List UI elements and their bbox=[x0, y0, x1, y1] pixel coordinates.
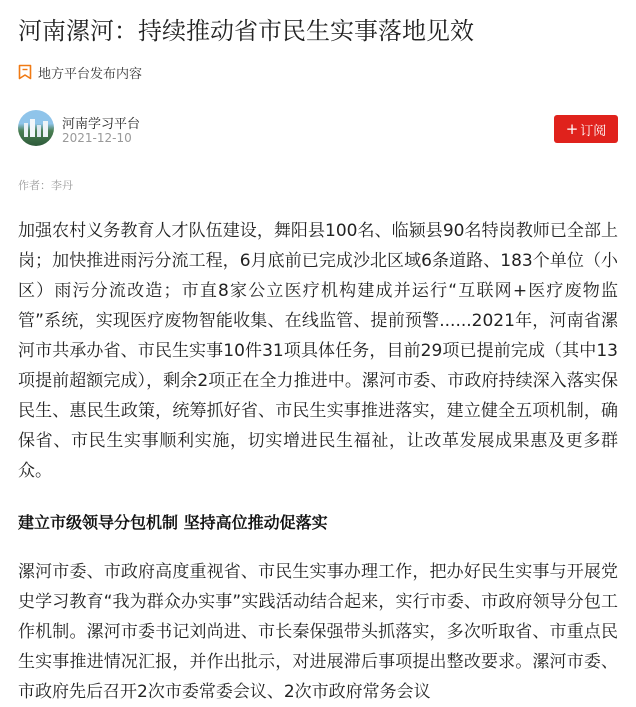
byline: 作者：李丹 bbox=[18, 179, 73, 192]
article-paragraph: 加强农村义务教育人才队伍建设，舞阳县100名、临颍县90名特岗教师已全部上岗；加快推进雨污分流工程，6月底前已完成沙北区域6条道路、183个单位（小区）雨污分流改造；市直8家公立医疗机构建成并运行“互联网+医疗废物监管”系统，实现医疗废物智能收集、在线监管、提前预警......2021年，河南省漯河市共承办省、市民生实事10件31项具体任务，目前29项已提前完成（其中13项提前超额完成），剩余2项正在全力推进中。漯河市委、市政府持续深入落实保民生、惠民生政策，统筹抓好省、市民生实事推进落实，建立健全五项机制，确保省、市民生实事顺利实施，切实增进民生福祉，让改革发展成果惠及更多群众。 bbox=[18, 221, 618, 481]
author-name[interactable]: 河南学习平台 bbox=[62, 117, 141, 132]
author-row bbox=[18, 110, 618, 150]
avatar[interactable] bbox=[18, 110, 54, 146]
subscribe-label: 订阅 bbox=[580, 123, 607, 139]
article-title: 河南漯河：持续推动省市民生实事落地见效 bbox=[18, 17, 474, 45]
publish-date: 2021-12-10 bbox=[62, 131, 132, 145]
plus-icon: + bbox=[565, 119, 579, 138]
article-paragraph: 漯河市委、市政府高度重视省、市民生实事办理工作，把办好民生实事与开展党史学习教育“我为群众办实事”实践活动结合起来，实行市委、市政府领导分包工作机制。漯河市委书记刘尚进、市长秦保强带头抓落实，多次听取省、市重点民生实事推进情况汇报，并作出批示，对进展滞后事项提出整改要求。漯河市委、市政府先后召开2次市委常委会议、2次市政府常务会议 bbox=[18, 562, 618, 702]
bookmark-icon bbox=[18, 64, 32, 80]
source-label: 地方平台发布内容 bbox=[38, 66, 143, 82]
section-heading: 建立市级领导分包机制 坚持高位推动促落实 bbox=[18, 513, 328, 532]
subscribe-button[interactable] bbox=[554, 115, 618, 143]
source-tag bbox=[18, 62, 142, 82]
